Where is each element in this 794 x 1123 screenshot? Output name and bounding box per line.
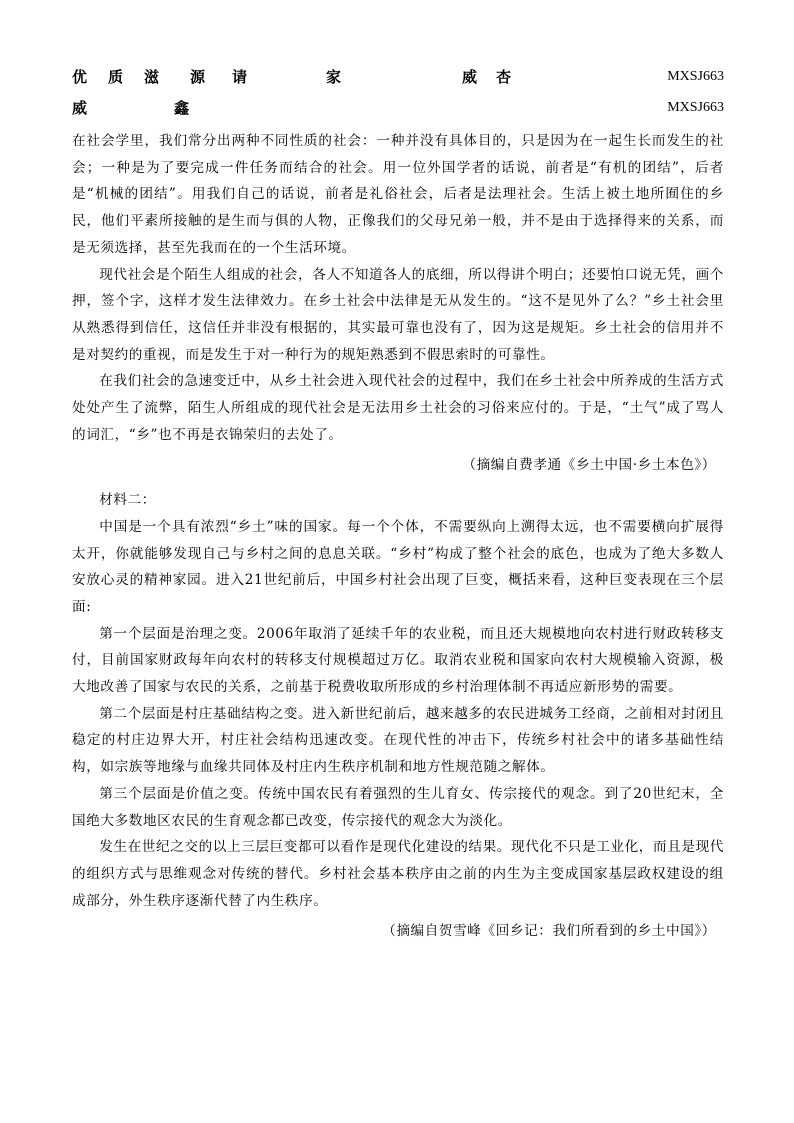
header-line-2 bbox=[72, 97, 724, 119]
header-char: 威 bbox=[72, 99, 88, 117]
material2-paragraph: 第三个层面是价值之变。传统中国农民有着强烈的生儿育女、传宗接代的观念。到了20世纪末，全国绝大多数地区农民的生育观念都已改变，传宗接代的观念大为淡化。 bbox=[72, 785, 724, 829]
header-char: 优 bbox=[72, 68, 88, 86]
material1-paragraph: 现代社会是个陌生人组成的社会，各人不知道各人的底细，所以得讲个明白；还要怕口说无凭，画个押，签个字，这样才发生法律效力。在乡土社会中法律是无从发生的。“这不是见外了么？”乡土社会里从熟悉得到信任，这信任并非没有根据的，其实最可靠也没有了，因为这是规矩。乡土社会的信用并不是对契约的重视，而是发生于对一种行为的规矩熟悉到不假思索时的可靠性。 bbox=[72, 266, 724, 363]
header-char: 滋 bbox=[144, 68, 160, 86]
document-body bbox=[72, 128, 724, 953]
header-char: 威 bbox=[462, 68, 478, 86]
material2-paragraph: 中国是一个具有浓烈“乡土”味的国家。每一个个体，不需要纵向上溯得太远，也不需要横向扩展得太开，你就能够发现自己与乡村之间的息息关联。“乡村”构成了整个社会的底色，也成为了绝大多数人安放心灵的精神家园。进入21世纪前后，中国乡村社会出现了巨变，概括来看，这种巨变表现在三个层面: bbox=[72, 518, 724, 615]
header-line-1 bbox=[72, 66, 724, 88]
header-char: 杏 bbox=[496, 68, 512, 86]
header-char: 质 bbox=[108, 68, 124, 86]
header-char: 请 bbox=[232, 68, 248, 86]
material2-label: 材料二： bbox=[99, 492, 156, 509]
material1-paragraph: 在社会学里，我们常分出两种不同性质的社会：一种并没有具体目的，只是因为在一起生长而发生的社会；一种是为了要完成一件任务而结合的社会。用一位外国学者的话说，前者是“有机的团结”，后者是“机械的团结”。用我们自己的话说，前者是礼俗社会，后者是法理社会。生活上被土地所囿住的乡民，他们平素所接触的是生而与俱的人物，正像我们的父母兄弟一般，并不是由于选择得来的关系，而是无须选择，甚至先我而在的一个生活环境。 bbox=[72, 133, 724, 256]
header-char: 鑫 bbox=[174, 99, 190, 117]
material1-source: （摘编自费孝通《乡土中国·乡土本色》） bbox=[462, 457, 716, 474]
material2-paragraph: 第二个层面是村庄基础结构之变。进入新世纪前后，越来越多的农民进城务工经商，之前相对封闭且稳定的村庄边界大开，村庄社会结构迅速改变。在现代性的冲击下，传统乡村社会中的诸多基础性结构，如宗族等地缘与血缘共同体及村庄内生秩序机制和地方性规范随之解体。 bbox=[72, 705, 724, 776]
header-code: MXSJ663 bbox=[667, 100, 724, 115]
header-char: 源 bbox=[190, 68, 206, 86]
material2-paragraph: 第一个层面是治理之变。2006年取消了延续千年的农业税，而且还大规模地向农村进行财政转移支付，目前国家财政每年向农村的转移支付规模超过万亿。取消农业税和国家向农村大规模输入资源，极大地改善了国家与农民的关系，之前基于税费收取所形成的乡村治理体制不再适应新形势的需要。 bbox=[72, 625, 724, 696]
header-code: MXSJ663 bbox=[667, 69, 724, 84]
header-char: 家 bbox=[326, 68, 342, 86]
material2-paragraph: 发生在世纪之交的以上三层巨变都可以看作是现代化建设的结果。现代化不只是工业化，而且是现代的组织方式与思维观念对传统的替代。乡村社会基本秩序由之前的内生为主变成国家基层政权建设的组成部分，外生秩序逐渐代替了内生秩序。 bbox=[72, 839, 724, 909]
material2-source: （摘编自贺雪峰《回乡记：我们所看到的乡土中国》） bbox=[382, 923, 716, 940]
material1-paragraph: 在我们社会的急速变迁中，从乡土社会进入现代社会的过程中，我们在乡土社会中所养成的生活方式处处产生了流弊，陌生人所组成的现代社会是无法用乡土社会的习俗来应付的。于是，“土气”成了骂人的词汇，“乡”也不再是衣锦荣归的去处了。 bbox=[72, 373, 724, 443]
